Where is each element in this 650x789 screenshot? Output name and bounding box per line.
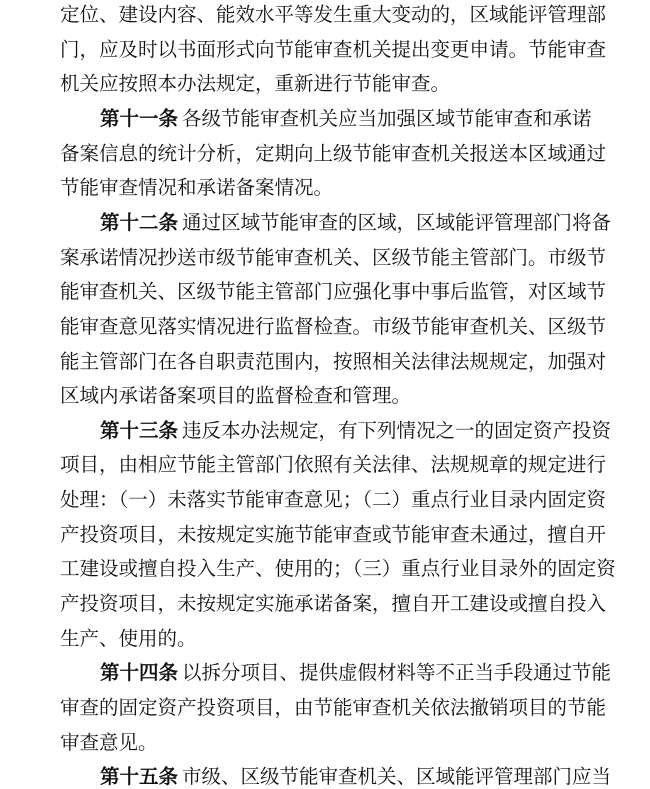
text-line [60,592,606,616]
text-line [60,142,606,166]
text-line [60,72,450,96]
article-number: 第十一条 [100,106,179,130]
article-number: 第十四条 [100,661,179,685]
article-first-line [100,661,611,685]
line-text: 以拆分项目、提供虚假材料等不正当手段通过节能 [182,661,612,685]
article-first-line [100,419,611,443]
line-text: 产投资项目，未按规定实施节能审查或节能审查未通过，擅自开 [60,522,607,546]
article-first-line [100,765,611,789]
text-line [60,453,606,477]
line-text: 市级、区级节能审查机关、区域能评管理部门应当 [182,765,612,789]
text-line [60,523,606,547]
line-text: 通过区域节能审查的区域，区域能评管理部门将备 [182,210,612,234]
text-line [60,384,411,408]
text-line [60,246,606,270]
text-line [60,38,606,62]
line-text: 能主管部门在各自职责范围内，按照相关法律法规规定，加强对 [60,349,607,373]
text-line [60,3,606,27]
line-text: 能审查意见落实情况进行监督检查。市级节能审查机关、区级节 [60,314,607,338]
line-text: 生产、使用的。 [60,626,197,650]
line-text: 工建设或擅自投入生产、使用的；（三）重点行业目录外的固定资 [60,557,616,581]
text-line [60,350,606,374]
line-text: 违反本办法规定，有下列情况之一的固定资产投资 [182,418,612,442]
line-text: 处理：（一）未落实节能审查意见；（二）重点行业目录内固定资 [60,488,607,512]
line-text: 项目，由相应节能主管部门依照有关法律、法规规章的规定进行 [60,453,607,477]
line-text: 产投资项目，未按规定实施承诺备案，擅自开工建设或擅自投入 [60,592,607,616]
line-text: 节能审查情况和承诺备案情况。 [60,176,334,200]
line-text: 区域内承诺备案项目的监督检查和管理。 [60,384,412,408]
article-first-line [100,211,611,235]
text-line [60,315,606,339]
article-number: 第十二条 [100,210,179,234]
text-line [60,731,158,755]
line-text: 门，应及时以书面形式向节能审查机关提出变更申请。节能审查 [60,37,607,61]
line-text: 审查意见。 [60,730,158,754]
line-text: 审查的固定资产投资项目，由节能审查机关依法撤销项目的节能 [60,696,607,719]
text-line [60,696,606,720]
text-line [60,488,606,512]
line-text: 能审查机关、区级节能主管部门应强化事中事后监管，对区域节 [60,280,607,304]
text-line [60,176,333,200]
article-first-line [100,107,592,131]
text-line [60,627,197,651]
line-text: 备案信息的统计分析，定期向上级节能审查机关报送本区域通过 [60,141,607,165]
text-line [60,557,616,581]
article-number: 第十五条 [100,765,179,789]
text-line [60,280,606,304]
article-number: 第十三条 [100,418,179,442]
line-text: 案承诺情况抄送市级节能审查机关、区级节能主管部门。市级节 [60,245,607,269]
line-text: 机关应按照本办法规定，重新进行节能审查。 [60,72,451,96]
line-text: 定位、建设内容、能效水平等发生重大变动的，区域能评管理部 [60,3,607,26]
line-text: 各级节能审查机关应当加强区域节能审查和承诺 [182,106,592,130]
